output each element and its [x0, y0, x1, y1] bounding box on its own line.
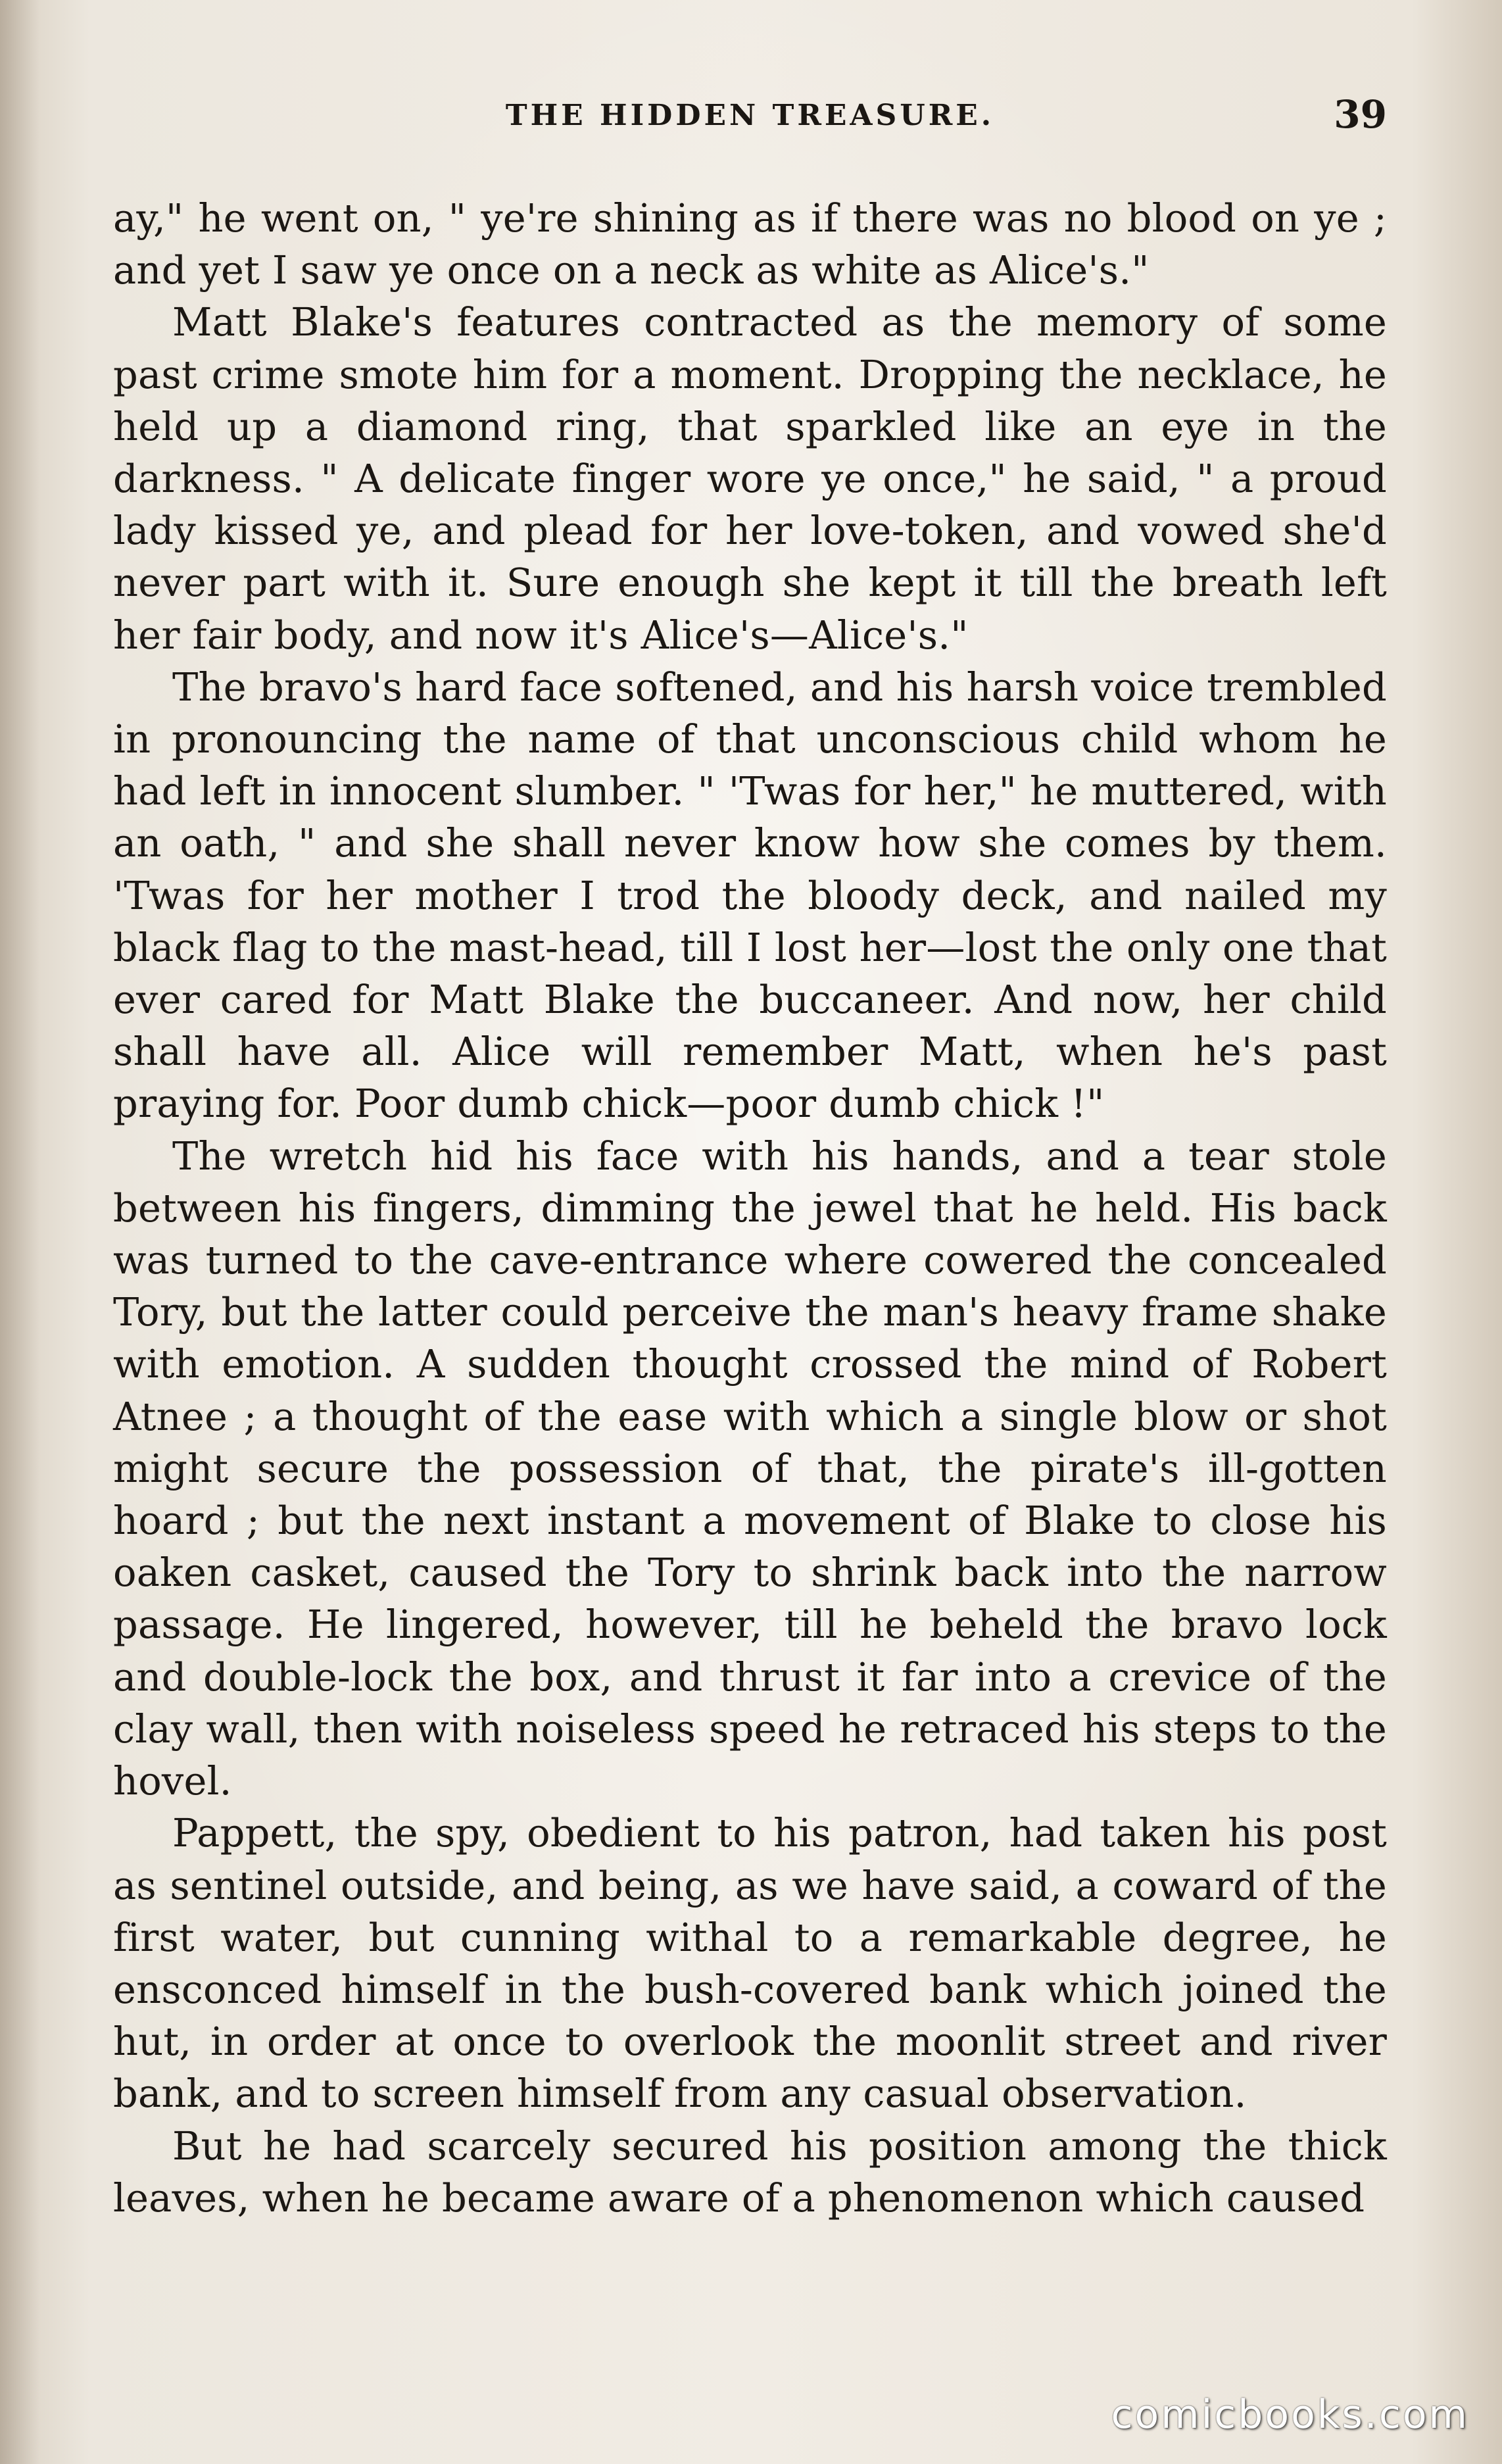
paragraph-2: Matt Blake's features contracted as the memory of some past crime smote him for a moment. Dropping the necklace, he held up a diamond ring, that sparkled like an eye in the darkness. " A delicate finger wore ye once," he said, " a proud lady kissed ye, and plead for her love-token, and vowed she'd never part with it. Sure enough she kept it till the breath left her fair body, and now it's Alice's—Alice's." [113, 299, 1387, 658]
site-watermark: comicbooks.com [1111, 2392, 1469, 2438]
page-number: 39 [1334, 92, 1387, 137]
page-header [113, 92, 1387, 145]
body-text [113, 192, 1387, 2224]
paragraph-4: The wretch hid his face with his hands, and a tear stole between his fingers, dimming the jewel that he held. His back was turned to the cave-entrance where cowered the concealed Tory, but the latter could perceive the man's heavy frame shake with emotion. A sudden thought crossed the mind of Robert Atnee ; a thought of the ease with which a single blow or shot might secure the possession of that, the pirate's ill-gotten hoard ; but the next instant a movement of Blake to close his oaken casket, caused the Tory to shrink back into the narrow passage. He lingered, however, till he beheld the bravo lock and double-lock the box, and thrust it far into a crevice of the clay wall, then with noiseless speed he retraced his steps to the hovel. [113, 1133, 1387, 1804]
page-edge-shadow [0, 0, 39, 2464]
running-title: THE HIDDEN TREASURE. [505, 99, 995, 132]
paragraph-3: The bravo's hard face softened, and his harsh voice trembled in pronouncing the name of that unconscious child whom he had left in innocent slumber. " 'Twas for her," he muttered, with an oath, " and she shall never know how she comes by them. 'Twas for her mother I trod the bloody deck, and nailed my black flag to the mast-head, till I lost her—lost the only one that ever cared for Matt Blake the buccaneer. And now, her child shall have all. Alice will remember Matt, when he's past praying for. Poor dumb chick—poor dumb chick !" [113, 664, 1387, 1127]
paragraph-6: But he had scarcely secured his position among the thick leaves, when he became aware of a phenomenon which caused [113, 2123, 1387, 2221]
paragraph-5: Pappett, the spy, obedient to his patron, had taken his post as sentinel outside, and being, as we have said, a coward of the first water, but cunning withal to a remarkable degree, he ensconced himself in the bush-covered bank which joined the hut, in order at once to overlook the moonlit street and river bank, and to screen himself from any casual observation. [113, 1810, 1387, 2117]
paragraph-1: ay," he went on, " ye're shining as if there was no blood on ye ; and yet I saw ye once on a neck as white as Alice's." [113, 195, 1387, 293]
